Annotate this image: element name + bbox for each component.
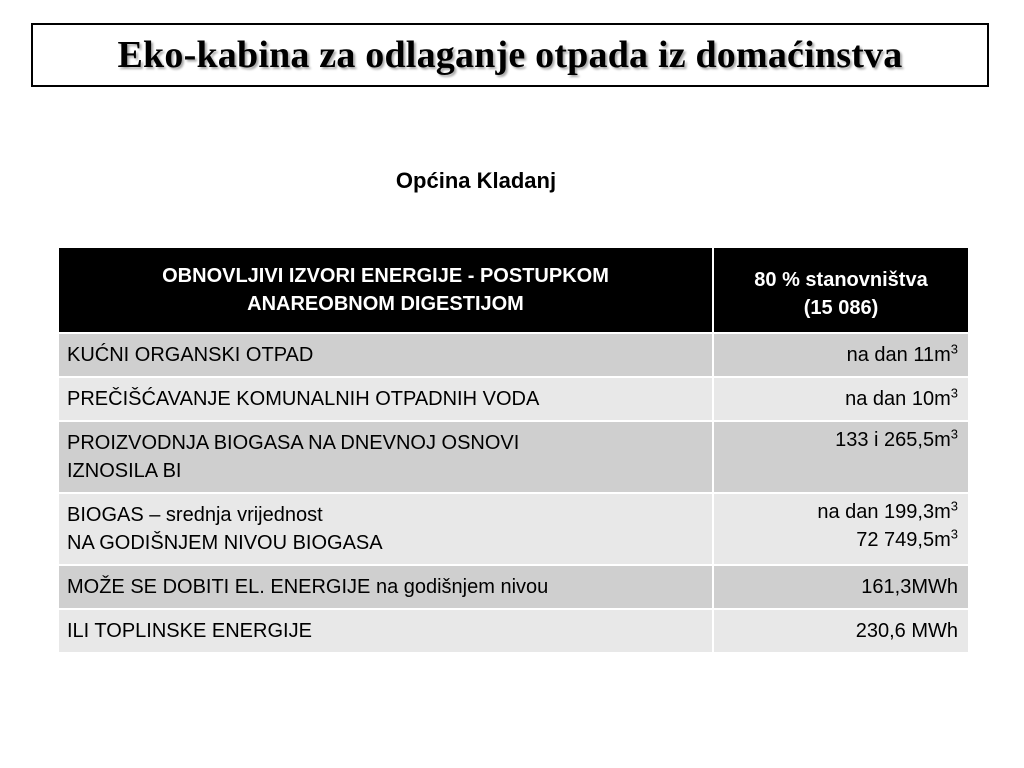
row-label-line1: BIOGAS – srednja vrijednost [67,504,323,526]
table-row [58,565,969,609]
row-label: KUĆNI ORGANSKI OTPAD [58,333,713,377]
row-label-line2: IZNOSILA BI [67,460,182,482]
row-value-line2 [724,526,958,554]
row-value-line1-text: na dan 199,3m [817,501,951,523]
energy-table [57,246,970,654]
row-label: MOŽE SE DOBITI EL. ENERGIJE na godišnjem nivou [58,565,713,609]
header-cell-category [58,247,713,333]
row-value-text: na dan 10m [845,388,951,410]
title-box [31,23,989,87]
table-header-row [58,247,969,333]
row-value-text: 133 i 265,5m [835,429,951,451]
row-label [58,421,713,493]
header-population-line1: 80 % stanovništva [754,268,928,291]
row-value-exponent: 3 [950,426,958,442]
row-value-line1-exponent: 3 [950,498,958,514]
row-label: ILI TOPLINSKE ENERGIJE [58,609,713,653]
row-label-line2: NA GODIŠNJEM NIVOU BIOGASA [67,532,383,554]
row-value-line2-exponent: 3 [950,526,958,542]
table-row [58,493,969,565]
row-value-line2-text: 72 749,5m [856,529,951,551]
header-category-line2: ANAREOBNOM DIGESTIJOM [247,293,524,315]
row-value-text: na dan 11m [846,344,951,366]
table-row [58,421,969,493]
row-label [58,493,713,565]
row-label-line1: PROIZVODNJA BIOGASA NA DNEVNOJ OSNOVI [67,432,520,454]
row-value-line1 [724,498,958,526]
header-cell-population [713,247,969,333]
row-value [713,377,969,421]
page-subtitle: Općina Kladanj [395,168,557,193]
row-value-exponent: 3 [950,385,958,401]
row-value [713,333,969,377]
table-row [58,377,969,421]
table-row [58,333,969,377]
row-label: PREČIŠĆAVANJE KOMUNALNIH OTPADNIH VODA [58,377,713,421]
row-value [713,493,969,565]
row-value-exponent: 3 [950,341,958,357]
row-value: 230,6 MWh [713,609,969,653]
page-title: Eko-kabina za odlaganje otpada iz domaćinstva [117,34,903,76]
header-population-line2: (15 086) [803,296,879,319]
row-value: 161,3MWh [713,565,969,609]
header-category-line1: OBNOVLJIVI IZVORI ENERGIJE - POSTUPKOM [162,265,609,287]
row-value [713,421,969,493]
table-row [58,609,969,653]
